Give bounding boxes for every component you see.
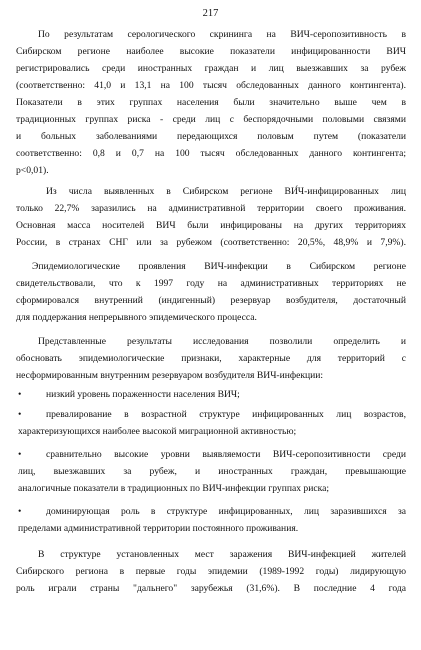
- paragraph-1: [16, 26, 406, 179]
- text-line: p<0,01).: [16, 165, 49, 176]
- text-line: регистрировались среди иностранных граждан и лиц выезжавших за рубеж: [16, 63, 406, 74]
- text-line: Из числа выявленных в Сибирском регионе ВИ́Ч-инфицированных лиц: [46, 186, 406, 197]
- bullet-item: [18, 446, 406, 497]
- bullet-marker: •: [18, 449, 22, 460]
- bullet-text: пределами административной территории постоянного проживания.: [18, 523, 299, 534]
- page-number: 217: [202, 8, 219, 19]
- bullet-marker: •: [18, 506, 22, 517]
- bullet-text: превалирование в возрастной структуре инфицированных лиц возрастов,: [46, 409, 406, 420]
- paragraph-4: [16, 333, 406, 384]
- paragraph-3: [16, 258, 406, 326]
- bullet-text: аналогичные показатели в традиционных по ВИЧ-инфекции группах риска;: [18, 483, 330, 494]
- bullet-text: лиц, выезжавших за рубеж, и иностранных граждан, превышающие: [18, 466, 406, 477]
- text-line: (соответственно: 41,0 и 13,1 на 100 тысяч обследованных данного контингента).: [16, 80, 406, 91]
- text-line: несформированным внутренним резервуаром возбудителя ВИЧ-инфекции:: [16, 370, 324, 381]
- bullet-text: доминирующая роль в структуре инфицированных, лиц заразившихся за: [46, 506, 406, 517]
- paragraph-5: [16, 546, 406, 597]
- text-line: Показатели в этих группах населения были значительно выше чем в: [16, 97, 406, 108]
- text-line: роль играли страны "дальнего" зарубежья (31,6%). В последние 4 года: [16, 583, 406, 594]
- text-line: свидетельствовали, что к 1997 году на административных территориях не: [16, 278, 406, 289]
- text-line: только 22,7% заразились на административной территории своего проживания.: [16, 203, 406, 214]
- text-line: Эпидемиологические проявления ВИЧ-инфекции в Сибирском регионе: [32, 261, 406, 272]
- text-line: Представленные результаты исследования позволили определить и: [38, 336, 406, 347]
- bullet-text: низкий уровень пораженности населения ВИЧ;: [46, 389, 240, 400]
- text-line: Сибирского региона в первые годы эпидемии (1989-1992 годы) лидирующую: [16, 566, 406, 577]
- text-line: В структуре установленных мест заражения ВИЧ-инфекцией жителей: [38, 549, 406, 560]
- paragraph-2: [16, 183, 406, 251]
- bullet-marker: •: [18, 389, 22, 400]
- text-line: По результатам серологического скрининга на ВИЧ-серопозитивность в: [38, 29, 406, 40]
- bullet-item: [18, 503, 406, 537]
- text-line: и больных заболеваниями передающихся половым путем (показатели: [16, 131, 406, 142]
- bullet-text: сравнительно высокие уровни выявляемости ВИЧ-серопозитивности среди: [46, 449, 406, 460]
- text-line: традиционных группах риска - среди лиц с беспорядочными половыми связями: [16, 114, 406, 125]
- text-line: России, в странах СНГ или за рубежом (соответственно: 20,5%, 48,9% и 7,9%).: [16, 237, 406, 248]
- bullet-marker: •: [18, 409, 22, 420]
- bullet-item: [18, 406, 406, 440]
- text-line: соответственно: 0,8 и 0,7 на 100 тысяч обследованных данного контингента;: [16, 148, 406, 159]
- text-line: Сибирском регионе наиболее высокие показатели инфицированности ВИЧ: [16, 46, 406, 57]
- text-line: для поддержания непрерывного эпидемического процесса.: [16, 312, 257, 323]
- bullet-item: [18, 386, 406, 403]
- text-line: Основная масса носителей ВИЧ были инфицированы на других территориях: [16, 220, 406, 231]
- bullet-text: характеризующихся наиболее высокой миграционной активностью;: [18, 426, 297, 437]
- text-line: сформировался внутренний (индигенный) резервуар возбудителя, достаточный: [16, 295, 406, 306]
- text-line: обосновать эпидемиологические признаки, характерные для территорий с: [16, 353, 406, 364]
